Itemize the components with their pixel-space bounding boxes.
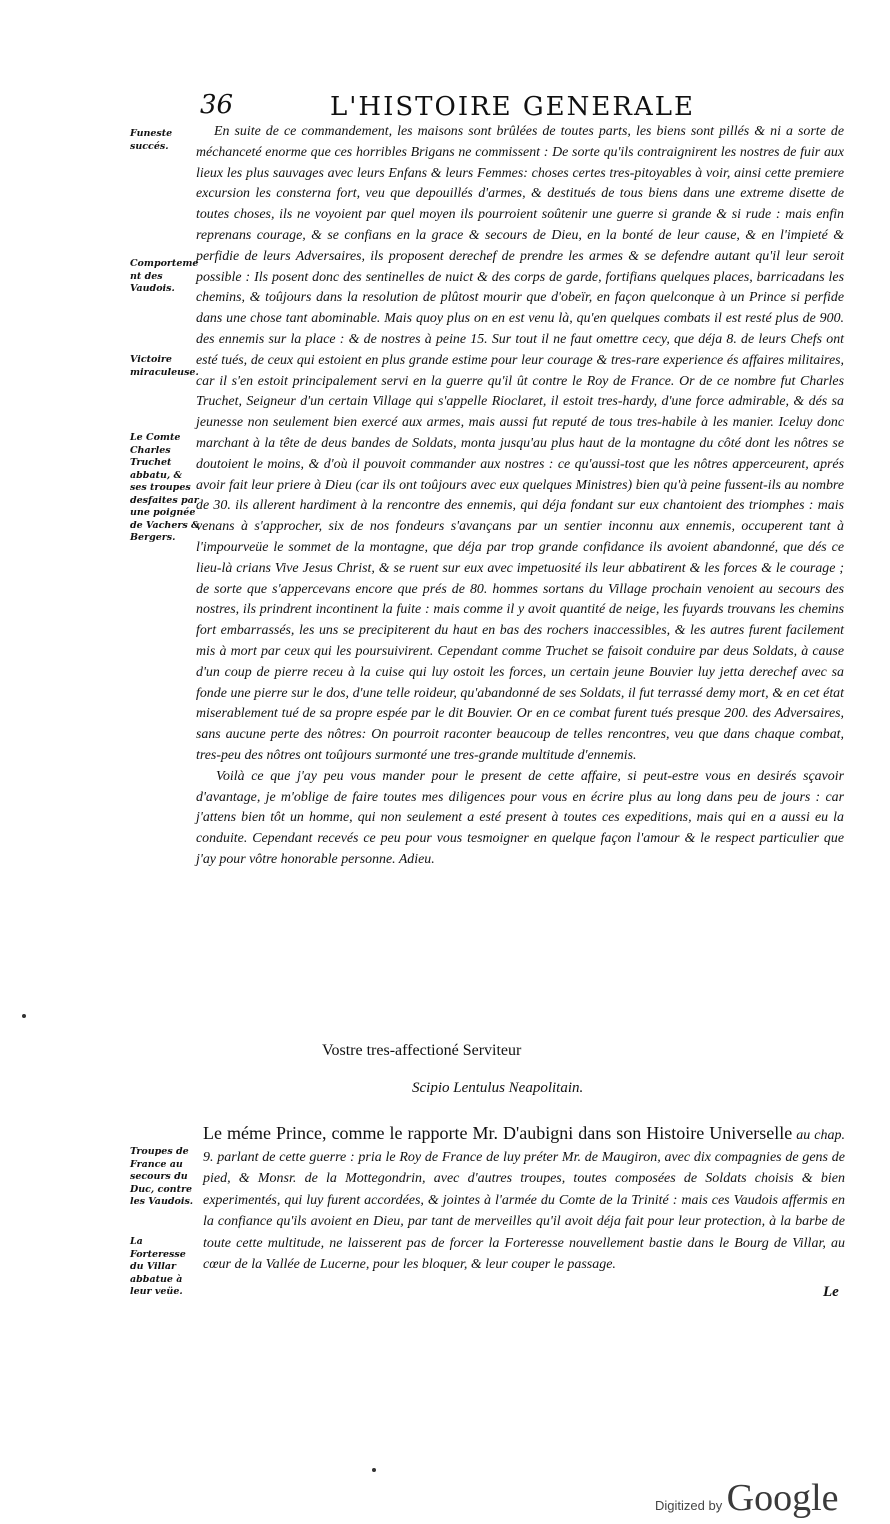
digitized-watermark — [655, 1476, 839, 1520]
google-logo: Google — [726, 1477, 839, 1519]
sidenote-victoire: Victoire miraculeuse. — [130, 354, 199, 378]
watermark-prefix: Digitized by — [655, 1498, 723, 1513]
signature: Scipio Lentulus Neapolitain. — [412, 1080, 584, 1096]
sidenote-troupes-france: Troupes de France au secours du Duc, contre les Vaudois. — [130, 1146, 194, 1207]
section-text: au chap. 9. parlant de cette guerre : pria le Roy de France de luy préter Mr. de Maugiron, avec dix compagnies de gens de pied, & Monsr. de la Mottegondrin, avec d'autres troupes, toutes composées de Soldats choisis & bien experimentés, qui luy furent accordées, & jointes à l'armée du Comte de la Trinité : mais ces Vaudois affermis en la confiance qu'ils avoient en Dieu, par tant de merveilles qu'il avoit déja fait pour leur protection, à la barbe de toute cette multitude, ne laisserent pas de forcer la Forteresse nouvellement bastie dans le Bourg de Villar, au cœur de la Vallée de Lucerne, pour les bloquer, & leur couper le passage. — [203, 1128, 845, 1272]
sidenote-comportement: Comportement des Vaudois. — [130, 258, 199, 294]
sidenote-funeste-succes: Funeste succés. — [130, 128, 173, 152]
body-paragraph: En suite de ce commandement, les maisons sont brûlées de toutes parts, les biens sont pillés & ni a sorte de méchanceté enorme que ces horribles Brigans ne commissent : De sorte qu'ils contraignirent les nostres de fuir aux lieux les plus sauvages avec leurs Enfans & leurs Femmes: choses certes tres-pitoyables à voir, ainsi cette premiere excursion les consterna fort, veu que depouillés d'armes, & destitués de tous biens dans une extreme disette de toutes choses, ils ne voyoient par quel moyen ils pourroient soûtenir une guerre si grande & si rude : mais enfin reprenans courage, & se confians en la grace & secours de Dieu, en la bonté de leur cause, & en l'impieté & perfidie de leurs Adversaires, ils proposent derechef de prendre les armes & se defendre autant qu'il leur seroit possible : Ils posent donc des sentinelles de nuict & des corps de garde, fortifians quelques places, barricadans les chemins, & toûjours dans la resolution de plûtost mourir que d'obeïr, en façon quelconque à un Prince si perfide dans une chose tant abominable. Mais quoy plus on en est venu là, qu'en quelques combats il est resté plus de 900. des ennemis sur la place : & de nostres à peine 15. Sur tout il ne faut omettre cecy, que déja 8. de leurs Chefs ont esté tués, de ceux qui estoient en plus grande estime pour leur courage & tres-rare experience és affaires militaires, car il s'en estoit principalement servi en la guerre qu'il ût contre le Roy de France. Or de ce nombre fut Charles Truchet, Seigneur d'un certain Village qui s'appelle Rioclaret, il estoit tres-hardy, d'une force admirable, & dés sa jeunesse non seulement bien exercé aux armes, mais aussi fut reputé de tous tres-habile à les manier. Iceluy donc marchant à la tête de deus bandes de Soldats, monta jusqu'au plus haut de la montagne du côté dont les nôtres se doutoient le moins, & d'où il pouvoit commander aux nostres : ce qu'aussi-tost que les nôtres apperceurent, aprés avoir fait leur priere à Dieu (car ils ont toûjours avec eux quelques Ministres) bien qu'à peine fussent-ils au nombre de 30. ils allerent hardiment à la rencontre des ennemis, qui déja fondant sur eux chantoient des triomphes : mais venans à s'approcher, six de nos fondeurs s'avançans par un sentier inconnu aux ennemis, occuperent tant à l'impourveüe le sommet de la montagne, que déja par trop grande confidance ils avoient abandonné, que dés ce lieu-là crians Vive Jesus Christ, & se ruent sur eux avec impetuosité ils leur abbatirent & les forces & le courage ; de sorte que s'appercevans encore que prés de 80. hommes sortans du Village prochain venoient au secours des nostres, ils prindrent incontinent la fuite : mais comme il y avoit quantité de neige, les fuyards trouvans les chemins fort embarrassés, les uns se precipiterent du haut en bas des rochers inaccessibles, & les autres furent facilement mis à mort par ceux qui les poursuivirent. Cependant comme Truchet se faisoit conduire par deus Soldats, à cause d'un coup de pierre receu à la cuise qui luy ostoit les forces, un certain jeune Bouvier luy jetta derechef avec sa fonde une pierre sur le dos, d'une telle roideur, qu'abandonné de ses Soldats, il fut terrassé demy mort, & en cet état miserablement tué de sa propre espée par le dit Bouvier. Or en ce combat furent tués presque 200. des Adversaires, sans aucune perte des nôtres: On pourroit raconter beaucoup de telles rencontres, veu que dans chaque combat, tres-peu des nôtres ont toûjours surmonté une tres-grande multitude d'ennemis. — [196, 124, 844, 763]
ink-dot — [372, 1468, 376, 1472]
sidenote-forteresse: La Forteresse du Villar abbatue à leur veüe. — [130, 1236, 186, 1297]
sidenote-truchet: Le Comte Charles Truchet abbatu, & ses troupes desfaites par une poignée de Vachers & Bergers. — [130, 432, 200, 543]
page-number: 36 — [200, 90, 234, 120]
salutation: Vostre tres-affectioné Serviteur — [322, 1042, 522, 1059]
ink-dot — [22, 1014, 26, 1018]
letter-body — [196, 122, 844, 871]
running-title: L'HISTOIRE GENERALE — [330, 92, 695, 122]
section-lead: Le méme Prince, comme le rapporte Mr. D'aubigni dans son Histoire Universelle — [203, 1123, 793, 1143]
body-paragraph: Voilà ce que j'ay peu vous mander pour le present de cette affaire, si peut-estre vous en desirés sçavoir d'avantage, je m'oblige de faire toutes mes diligences pour vous en écrire plus au long dans peu de jours : car j'attens bien tôt un homme, qui non seulement a esté present à toutes ces expeditions, mais qui en a aussi eu la conduite. Cependant recevés ce peu pour vous tesmoigner en quelque façon l'amour & le respect particulier que j'ay pour vôtre honorable personne. Adieu. — [196, 768, 844, 867]
catchword: Le — [823, 1284, 839, 1300]
section-paragraph — [203, 1123, 845, 1276]
